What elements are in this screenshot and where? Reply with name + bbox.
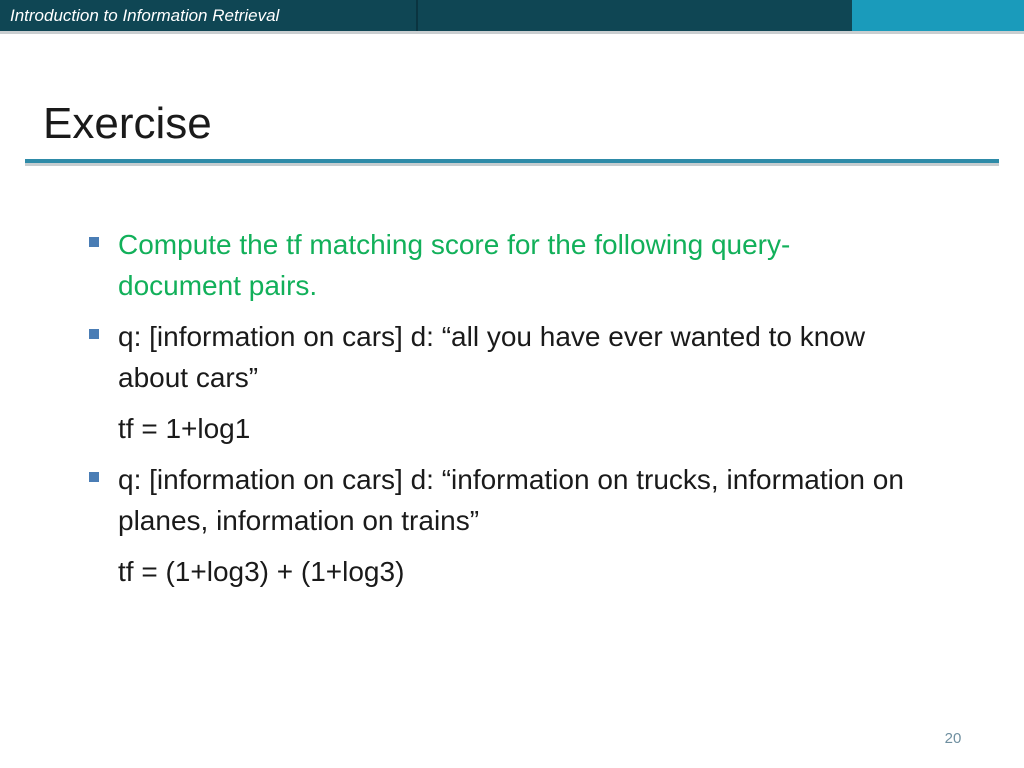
bullet-item xyxy=(88,316,908,398)
answer-line: tf = 1+log1 xyxy=(118,413,251,444)
page-number: 20 xyxy=(944,730,962,747)
header-divider xyxy=(416,0,418,31)
title-underline-shadow xyxy=(25,163,999,166)
header-shadow xyxy=(0,31,1024,34)
header-accent-block xyxy=(852,0,1024,31)
answer-line: tf = (1+log3) + (1+log3) xyxy=(118,556,405,587)
bullet-text: q: [information on cars] d: “information on trucks, information on planes, information on trains” xyxy=(118,464,904,536)
slide-body xyxy=(88,224,908,602)
slide-title: Exercise xyxy=(43,99,212,148)
square-bullet-icon xyxy=(89,472,99,482)
square-bullet-icon xyxy=(89,237,99,247)
square-bullet-icon xyxy=(89,329,99,339)
bullet-text: q: [information on cars] d: “all you have ever wanted to know about cars” xyxy=(118,321,866,393)
bullet-item xyxy=(88,459,908,541)
bullet-item xyxy=(88,224,908,306)
bullet-text: Compute the tf matching score for the following query-document pairs. xyxy=(118,229,791,301)
course-title: Introduction to Information Retrieval xyxy=(10,6,280,25)
